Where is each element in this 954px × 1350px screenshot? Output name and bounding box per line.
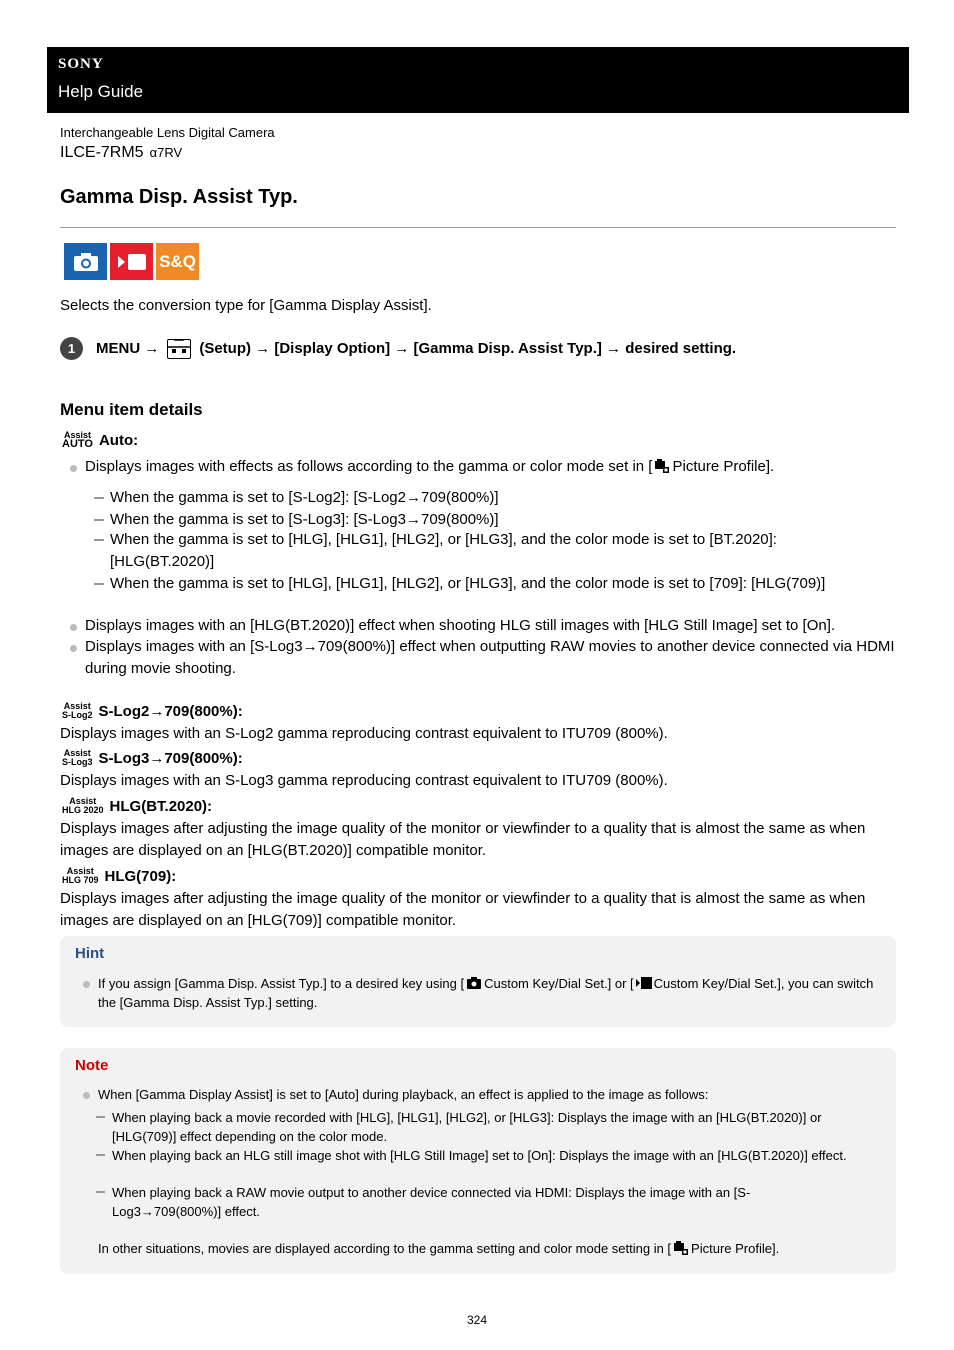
hlg2020-desc: Displays images after adjusting the image quality of the monitor or viewfinder to a quality that is almost the same as when images are displayed on an [HLG(BT.2020)] compatible monitor. [60, 820, 866, 859]
auto-dash-1: When the gamma is set to [S-Log2]: [S-Log2→709(800%)] [110, 487, 499, 509]
assist-hlg709-icon: Assist HLG 709 [62, 866, 99, 885]
mode-icons [64, 243, 199, 280]
slog3-item [62, 749, 243, 767]
note-box [60, 1048, 896, 1274]
picture-profile-icon [673, 1240, 689, 1256]
camera-icon [466, 975, 482, 991]
step-number: 1 [60, 337, 83, 360]
slog3-desc: Displays images with an S-Log3 gamma reproducing contrast equivalent to ITU709 (800%). [60, 772, 668, 789]
product-model [60, 144, 182, 162]
assist-auto-icon: Assist AUTO [62, 430, 93, 450]
hlg709-item [62, 867, 176, 885]
auto-item [62, 431, 138, 449]
photo-mode-icon [64, 243, 107, 280]
product-category: Interchangeable Lens Digital Camera [60, 125, 275, 140]
note-title: Note [75, 1057, 109, 1074]
model-sub: α7RV [149, 145, 183, 160]
intro-text: Selects the conversion type for [Gamma Display Assist]. [60, 297, 432, 314]
assist-hlg2020-icon: Assist HLG 2020 [62, 796, 104, 815]
slog2-item [62, 702, 243, 720]
assist-slog3-icon: Assist S-Log3 [62, 748, 93, 767]
note-dash-1: When playing back a movie recorded with [HLG], [HLG1], [HLG2], or [HLG3]: Displays the image with an [HLG(BT.2020)] or [HLG(709)] effect depending on the color mode. [112, 1108, 882, 1146]
title-divider [60, 227, 896, 228]
movie-mode-icon [110, 243, 153, 280]
note-dash-2: When playing back an HLG still image shot with [HLG Still Image] set to [On]: Displays the image with an [HLG(BT.2020)] effect. [112, 1146, 882, 1165]
auto-dash-3: When the gamma is set to [HLG], [HLG1], [HLG2], or [HLG3], and the color mode is set to [BT.2020]: [HLG(BT.2020)] [110, 529, 830, 573]
page-number: 324 [466, 1313, 488, 1327]
note-dash-3: When playing back a RAW movie output to another device connected via HDMI: Displays the image with an [S-Log3→709(800%)] effect. [112, 1183, 812, 1221]
step-1 [60, 337, 736, 360]
assist-slog2-icon: Assist S-Log2 [62, 701, 93, 720]
sq-mode-icon: S&Q [156, 243, 199, 280]
help-guide-title[interactable]: Help Guide [58, 82, 144, 101]
movie-icon [636, 975, 652, 991]
hint-bullet: If you assign [Gamma Disp. Assist Typ.] to a desired key using [ Custom Key/Dial Set.] or [ Custom Key/Dial Set.], you can switch the [Gamma Disp. Assist Typ.] setting. [98, 974, 883, 1012]
hint-title: Hint [75, 945, 105, 962]
auto-dash-2: When the gamma is set to [S-Log3]: [S-Log3→709(800%)] [110, 509, 499, 531]
hlg709-label: HLG(709): [104, 867, 177, 885]
picture-profile-icon [654, 458, 670, 474]
hint-box [60, 936, 896, 1027]
note-para: In other situations, movies are displayed according to the gamma setting and color mode setting in [ Picture Profile]. [98, 1241, 780, 1256]
hlg2020-item [62, 797, 212, 815]
auto-bullet-2: Displays images with an [HLG(BT.2020)] effect when shooting HLG still images with [HLG Still Image] set to [On]. [85, 615, 835, 637]
auto-bullet-3: Displays images with an [S-Log3→709(800%)] effect when outputting RAW movies to another device connected via HDMI during movie shooting. [85, 636, 895, 680]
step-menu: MENU → [96, 340, 160, 357]
note-bullet: When [Gamma Display Assist] is set to [Auto] during playback, an effect is applied to the image as follows: [98, 1087, 709, 1102]
auto-bullet-1: Displays images with effects as follows according to the gamma or color mode set in [ Picture Profile]. [85, 456, 774, 478]
slog2-label: S-Log2→709(800%): [98, 702, 243, 720]
menu-item-details-heading: Menu item details [60, 400, 203, 419]
sony-logo[interactable]: SONY [58, 56, 104, 72]
slog3-label: S-Log3→709(800%): [98, 749, 243, 767]
step-path: (Setup) → [Display Option] → [Gamma Disp. Assist Typ.] → desired setting. [199, 340, 737, 357]
slog2-desc: Displays images with an S-Log2 gamma reproducing contrast equivalent to ITU709 (800%). [60, 725, 668, 742]
hlg709-desc: Displays images after adjusting the image quality of the monitor or viewfinder to a quality that is almost the same as when images are displayed on an [HLG(709)] compatible monitor. [60, 890, 866, 929]
model-name: ILCE-7RM5 [60, 144, 144, 161]
auto-dash-4: When the gamma is set to [HLG], [HLG1], [HLG2], or [HLG3], and the color mode is set to [709]: [HLG(709)] [110, 573, 825, 595]
site-header [47, 47, 909, 113]
hlg2020-label: HLG(BT.2020): [109, 797, 213, 815]
setup-icon [167, 339, 191, 359]
auto-label: Auto: [98, 431, 139, 449]
page-title: Gamma Disp. Assist Typ. [60, 186, 298, 208]
